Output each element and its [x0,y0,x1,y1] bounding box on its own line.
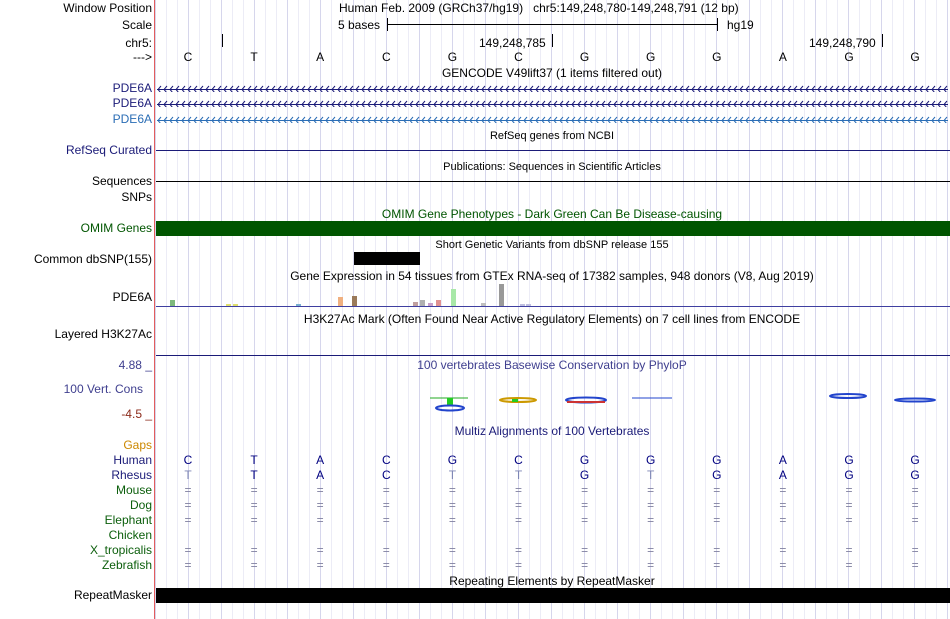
gtex-label[interactable]: PDE6A [112,290,152,304]
refseq-title[interactable]: RefSeq genes from NCBI [489,130,615,142]
alignment-base: C [183,453,193,467]
alignment-base: = [911,513,919,527]
alignment-base: G [646,453,656,467]
phylop-mark [436,406,464,411]
sequence-base: C [381,50,391,64]
gtex-bar [451,289,456,306]
publications-label[interactable]: Sequences [91,174,152,188]
omim-title[interactable]: OMIM Gene Phenotypes - Dark Green Can Be Disease-causing [381,207,723,221]
alignment-base: G [579,468,590,482]
alignment-base: = [448,483,456,497]
species-label[interactable]: Rhesus [111,468,152,482]
species-label[interactable]: Mouse [115,483,152,497]
alignment-base: = [316,558,324,572]
gencode-label-3[interactable]: PDE6A [112,112,152,126]
alignment-base: = [779,513,787,527]
gtex-bar [338,297,343,306]
refseq-gene-line[interactable] [156,150,950,151]
ruler-tick [552,34,553,47]
repeatmasker-label[interactable]: RepeatMasker [73,588,152,602]
h3k27ac-title[interactable]: H3K27Ac Mark (Often Found Near Active Regulatory Elements) on 7 cell lines from ENCODE [303,312,801,326]
alignment-base: = [382,543,390,557]
gencode-transcript-2[interactable] [157,98,948,107]
alignment-base: = [184,483,192,497]
multiz-title[interactable]: Multiz Alignments of 100 Vertebrates [454,424,650,438]
alignment-base: = [514,543,522,557]
phylop-mark [830,394,866,398]
alignment-base: = [250,513,258,527]
phylop-max-label: 4.88 _ [118,358,152,372]
sequence-base: C [514,50,523,64]
coord-label-2: 149,248,790 [809,36,876,50]
alignment-base: G [910,468,920,482]
alignment-base: = [911,483,919,497]
sequence-base: A [778,50,787,64]
gtex-title[interactable]: Gene Expression in 54 tissues from GTEx RNA-seq of 17382 samples, 948 donors (V8, Aug 2019) [290,269,814,283]
alignment-base: = [647,513,655,527]
alignment-base: = [911,558,919,572]
phylop-title[interactable]: 100 vertebrates Basewise Conservation by PhyloP [417,358,687,372]
scale-text: 5 bases [338,18,381,32]
alignment-base: = [184,543,192,557]
alignment-base: = [382,513,390,527]
alignment-base: A [778,453,787,467]
alignment-base: = [448,543,456,557]
alignment-base: = [514,558,522,572]
label-separator [154,0,155,619]
gtex-bar [499,284,504,306]
alignment-base: G [712,453,722,467]
sequence-base: G [712,50,722,64]
alignment-base: = [581,483,589,497]
sequence-base: G [447,50,458,64]
refseq-label[interactable]: RefSeq Curated [65,143,152,157]
omim-label[interactable]: OMIM Genes [80,221,152,235]
alignment-base: = [845,543,853,557]
scale-bar-right-tick [717,18,718,31]
species-label[interactable]: Zebrafish [101,558,152,572]
assembly-text: Human Feb. 2009 (GRCh37/hg19) [339,1,524,15]
db-label: hg19 [727,18,754,32]
alignment-base: = [184,498,192,512]
repeatmasker-title[interactable]: Repeating Elements by RepeatMasker [449,574,655,588]
h3k27ac-baseline [156,355,950,356]
dbsnp-label[interactable]: Common dbSNP(155) [33,252,152,266]
phylop-logos[interactable] [156,390,950,420]
omim-gene-bar[interactable] [156,221,950,236]
alignment-base: = [514,483,522,497]
alignment-base: = [514,498,522,512]
phylop-mark [512,399,518,402]
alignment-base: G [844,468,854,482]
alignment-base: = [250,543,258,557]
chrom-label: chr5: [125,36,152,50]
scale-label: Scale [121,18,152,32]
base-grid-lines [155,0,950,619]
phylop-label[interactable]: 100 Vert. Cons [63,382,143,396]
alignment-base: A [316,453,325,467]
alignment-base: T [184,468,192,482]
gencode-label-2[interactable]: PDE6A [112,96,152,110]
species-label[interactable]: Chicken [108,528,152,542]
sequence-base: G [646,50,656,64]
strand-arrows [157,85,948,92]
assembly-position-text [339,1,739,15]
alignment-base: = [250,498,258,512]
alignment-base: = [647,483,655,497]
alignment-base: = [713,498,721,512]
publications-line[interactable] [156,181,950,182]
species-label[interactable]: Elephant [104,513,152,527]
sequence-base: T [250,50,258,64]
strand-arrows [157,100,948,107]
alignment-base: = [448,558,456,572]
alignment-base: T [647,468,655,482]
alignment-base: = [250,483,258,497]
alignment-base: = [911,543,919,557]
alignment-base: = [713,558,721,572]
alignment-base: = [448,513,456,527]
alignment-base: T [250,453,258,467]
phylop-mark [895,399,935,402]
alignment-base: = [647,498,655,512]
species-label[interactable]: Human [113,453,152,467]
strand-arrows [157,116,948,123]
phylop-mark [447,398,453,405]
ruler-tick [882,34,883,47]
gencode-label-1[interactable]: PDE6A [112,81,152,95]
strand-label: ---> [133,50,152,64]
alignment-base: = [779,483,787,497]
sequence-base: G [844,50,854,64]
dbsnp-title[interactable]: Short Genetic Variants from dbSNP release 155 [435,239,669,251]
alignment-base: = [184,558,192,572]
gtex-bar [352,296,357,306]
alignment-base: = [647,543,655,557]
alignment-base: A [778,468,787,482]
alignment-base: = [581,513,589,527]
alignment-base: = [713,483,721,497]
alignment-base: = [911,498,919,512]
alignment-base: = [581,543,589,557]
alignment-base: = [250,558,258,572]
alignment-base: = [382,483,390,497]
gaps-label[interactable]: Gaps [123,438,152,452]
alignment-base: G [712,468,722,482]
alignment-base: = [647,558,655,572]
alignment-base: = [845,498,853,512]
alignment-base: G [579,453,590,467]
alignment-base: = [581,498,589,512]
alignment-base: = [316,498,324,512]
alignment-base: T [250,468,258,482]
publications-title[interactable]: Publications: Sequences in Scientific Articles [443,161,661,173]
alignment-base: G [910,453,920,467]
alignment-base: = [184,513,192,527]
alignment-base: = [845,513,853,527]
scale-bar-left-tick [387,18,388,31]
dbsnp-variant-block[interactable] [354,252,420,265]
alignment-base: A [316,468,325,482]
gtex-bars[interactable] [156,283,950,306]
alignment-base: = [779,543,787,557]
repeatmasker-bar[interactable] [156,588,950,603]
species-label[interactable]: X_tropicalis [89,543,152,557]
alignment-base: G [447,453,458,467]
alignment-base: C [381,453,391,467]
sequence-base: A [316,50,325,64]
alignment-base: = [316,513,324,527]
alignment-base: C [381,468,391,482]
species-label[interactable]: Dog [129,498,152,512]
alignment-base: = [845,558,853,572]
position-text: chr5:149,248,780-149,248,791 (12 bp) [533,1,739,15]
gencode-transcript-1[interactable] [157,83,948,92]
scale-bar [387,24,717,25]
alignment-base: = [779,498,787,512]
alignment-base: T [448,468,457,482]
alignment-base: = [316,543,324,557]
h3k27ac-label[interactable]: Layered H3K27Ac [54,327,152,341]
phylop-min-label: -4.5 _ [121,407,152,421]
alignment-base: = [845,483,853,497]
alignment-base: = [779,558,787,572]
alignment-base: = [382,558,390,572]
alignment-base: = [713,513,721,527]
gtex-baseline [156,306,950,307]
sequence-base: G [579,50,590,64]
alignment-base: G [844,453,854,467]
alignment-base: = [382,498,390,512]
alignment-base: = [713,543,721,557]
coord-label-1: 149,248,785 [479,36,546,50]
alignment-base: = [514,513,522,527]
ruler-tick [222,34,223,47]
alignment-base: = [316,483,324,497]
gencode-title[interactable]: GENCODE V49lift37 (1 items filtered out) [441,66,663,80]
window-position-label: Window Position [63,1,152,15]
alignment-base: C [514,453,523,467]
alignment-base: = [581,558,589,572]
snps-label[interactable]: SNPs [121,190,152,204]
gencode-transcript-3[interactable] [157,114,948,123]
alignment-base: = [448,498,456,512]
sequence-base: C [183,50,193,64]
sequence-base: G [910,50,920,64]
alignment-base: T [514,468,523,482]
